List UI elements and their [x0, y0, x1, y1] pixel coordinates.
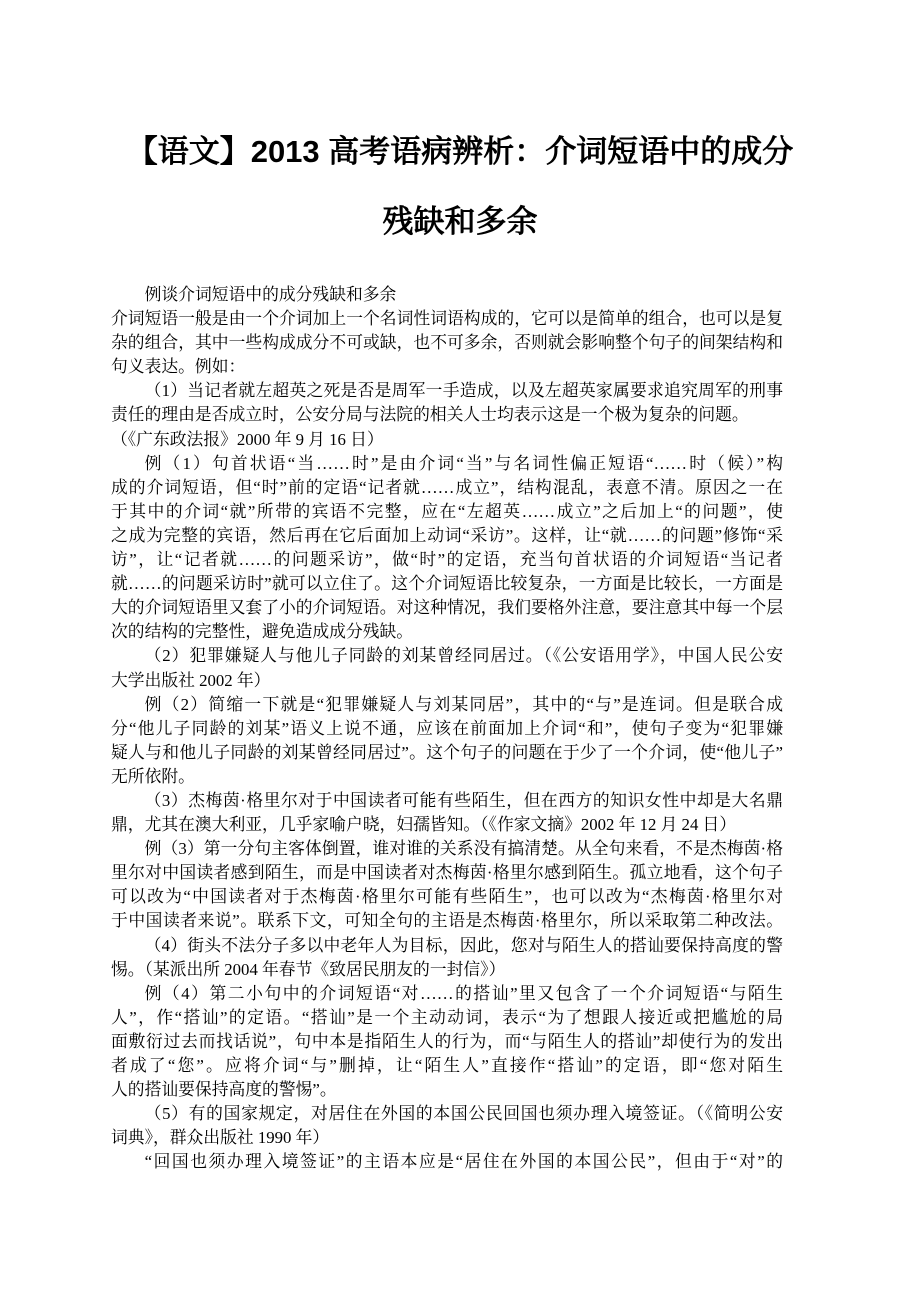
body-line: 人”，作“搭讪”的定语。“搭讪”是一个主动动词，表示“为了想跟人接近或把尴尬的局: [111, 1007, 783, 1027]
body-line: 次的结构的完整性，避免造成成分残缺。: [111, 622, 414, 642]
body-line: 就……的问题采访时”就可以立住了。这个介词短语比较复杂，一方面是比较长，一方面是: [111, 574, 783, 594]
body-line: 成的介词短语，但“时”前的定语“记者就……成立”，结构混乱，表意不清。原因之一在: [111, 477, 783, 497]
body-line: （2）犯罪嫌疑人与他儿子同龄的刘某曾经同居过。（《公安语用学》，中国人民公安: [144, 646, 783, 666]
body-line: 大的介词短语里又套了小的介词短语。对这种情况，我们要格外注意，要注意其中每一个层: [111, 598, 783, 618]
body-line: “回国也须办理入境签证”的主语本应是“居住在外国的本国公民”，但由于“对”的: [144, 1152, 783, 1172]
body-line: 疑人与和他儿子同龄的刘某曾经同居过”。这个句子的问题在于少了一个介词，使“他儿子”: [111, 742, 783, 762]
body-line: （《广东政法报》2000 年 9 月 16 日）: [111, 429, 384, 449]
document-title-line-1: 【语文】2013 高考语病辨析：介词短语中的成分: [126, 134, 794, 169]
body-line: 词典》，群众出版社 1990 年）: [111, 1128, 330, 1148]
document-title-line-2: 残缺和多余: [382, 204, 538, 239]
body-line: 句义表达。例如：: [111, 357, 246, 377]
body-line: 可以改为“中国读者对于杰梅茵·格里尔可能有些陌生”，也可以改为“杰梅茵·格里尔对: [111, 887, 783, 907]
body-line: 责任的理由是否成立时，公安分局与法院的相关人士均表示这是一个极为复杂的问题。: [111, 405, 749, 425]
body-line: （5）有的国家规定，对居住在外国的本国公民回国也须办理入境签证。（《简明公安: [144, 1104, 783, 1124]
body-line: 于中国读者来说”。联系下文，可知全句的主语是杰梅茵·格里尔，所以采取第二种改法。: [111, 911, 783, 931]
body-line: 者成了“您”。应将介词“与”删掉，让“陌生人”直接作“搭讪”的定语，即“您对陌生: [111, 1056, 783, 1075]
body-line: 无所依附。: [111, 766, 195, 786]
body-line: 分“他儿子同龄的刘某”语义上说不通，应该在前面加上介词“和”，使句子变为“犯罪嫌: [111, 718, 783, 738]
body-line: 鼎，尤其在澳大利亚，几乎家喻户晓，妇孺皆知。（《作家文摘》2002 年 12 月 24 日）: [111, 815, 737, 835]
body-line: 大学出版社 2002 年）: [111, 670, 271, 690]
body-line: （1）当记者就左超英之死是否是周军一手造成，以及左超英家属要求追究周军的刑事: [144, 381, 783, 401]
body-line: 之成为完整的宾语，然后再在它后面加上动词“采访”。这样，让“就……的问题”修饰“采: [111, 525, 783, 545]
body-line: 里尔对中国读者感到陌生，而是中国读者对杰梅茵·格里尔感到陌生。孤立地看，这个句子: [111, 863, 783, 883]
body-line: 人的搭讪要保持高度的警惕”。: [111, 1080, 337, 1100]
body-line: 于其中的介词“就”所带的宾语不完整，应在“左超英……成立”之后加上“的问题”，使: [111, 501, 783, 521]
body-line: （4）街头不法分子多以中老年人为目标，因此，您对与陌生人的搭讪要保持高度的警: [144, 935, 783, 955]
body-line: 例（2）简缩一下就是“犯罪嫌疑人与刘某同居”，其中的“与”是连词。但是联合成: [144, 694, 783, 714]
body-line: （3）杰梅茵·格里尔对于中国读者可能有些陌生，但在西方的知识女性中却是大名鼎: [144, 790, 783, 810]
body-line: 访”，让“记者就……的问题采访”，做“时”的定语，充当句首状语的介词短语“当记者: [111, 550, 783, 570]
body-line: 介词短语一般是由一个介词加上一个名词性词语构成的，它可以是简单的组合，也可以是复: [111, 309, 783, 329]
body-line: 例（3）第一分句主客体倒置，谁对谁的关系没有搞清楚。从全句来看，不是杰梅茵·格: [144, 839, 783, 859]
document-body: [111, 283, 783, 1174]
body-line: 例（4）第二小句中的介词短语“对……的搭讪”里又包含了一个介词短语“与陌生: [144, 983, 783, 1003]
body-line: 例谈介词短语中的成分残缺和多余: [144, 285, 397, 304]
body-line: 惕。（某派出所 2004 年春节《致居民朋友的一封信》）: [111, 959, 506, 979]
document-title: [0, 117, 920, 257]
body-line: 例（1）句首状语“当……时”是由介词“当”与名词性偏正短语“……时（候）”构: [144, 453, 784, 473]
body-line: 杂的组合，其中一些构成成分不可或缺，也不可多余，否则就会影响整个句子的间架结构和: [111, 333, 783, 353]
body-line: 面敷衍过去而找话说”，句中本是指陌生人的行为，而“与陌生人的搭讪”却使行为的发出: [111, 1031, 783, 1051]
